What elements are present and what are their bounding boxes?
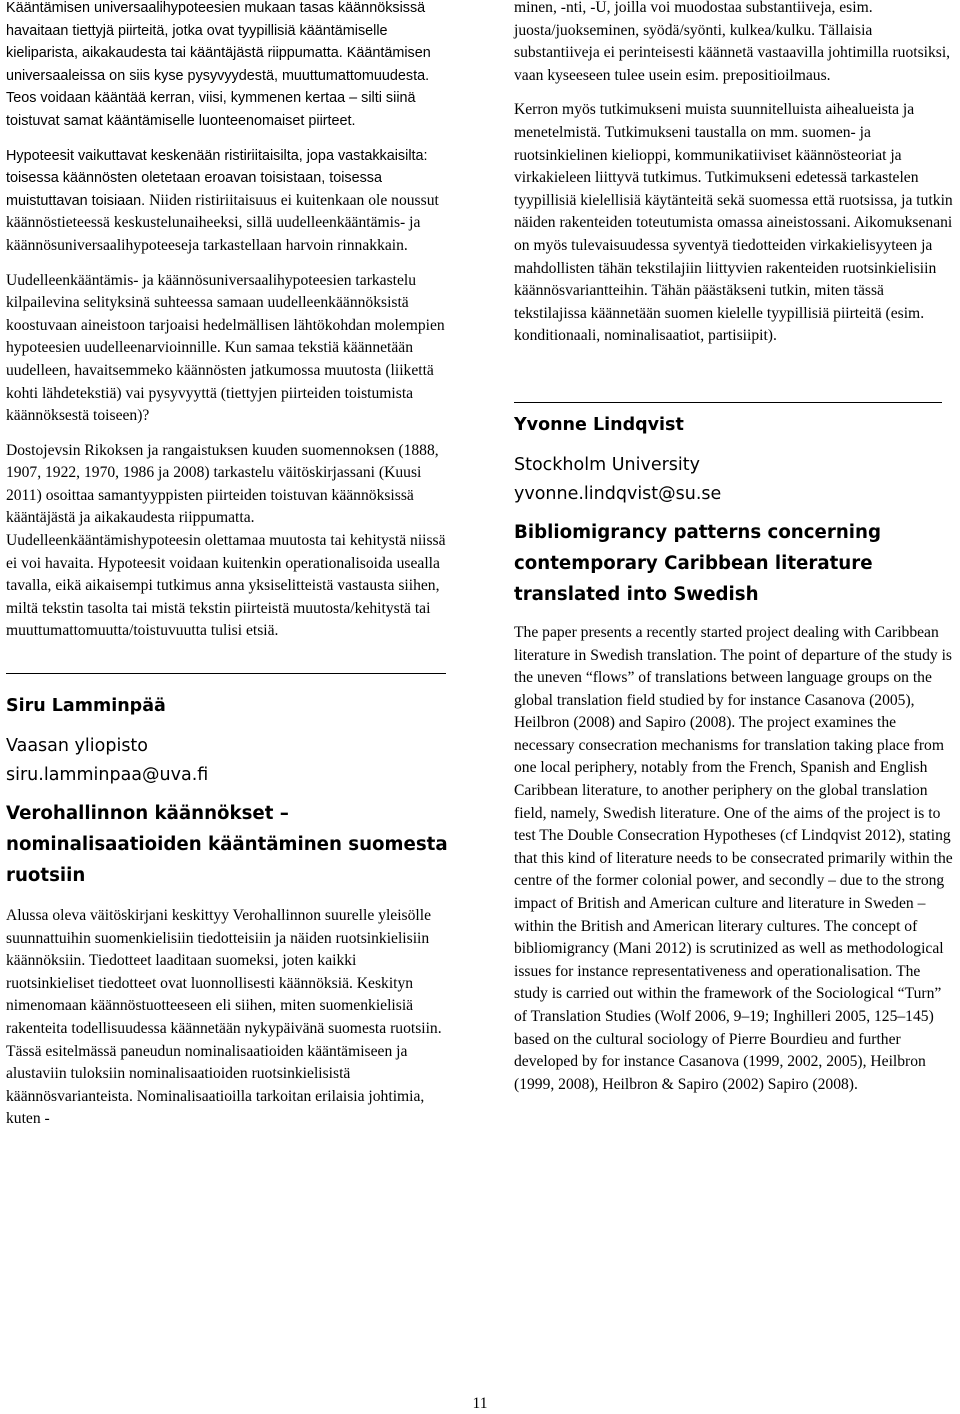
left-paragraph-retranslation: Uudelleenkääntämis- ja käännösuniversaalihypoteesien tarkastelu kilpailevina selityksinä suhteessa samaan uudelleenkäännöksistä koostuvaan aineistoon tarjoaisi hedelmällisen lähtökohdan molempien hypoteesien uudelleenarvioinnille. Kun samaa tekstiä käännetään uudelleen, havaitsemmeko käännösten jatkumossa muutosta (liikettä kohti lähdetekstiä) vai pysyvyyttä (tiettyjen piirteiden toistumista käännöksestä toiseen)? xyxy=(6,271,445,425)
left-paragraph-universals-text: Kääntämisen universaalihypoteesien mukaan tasas käännöksissä havaitaan tiettyjä piirteitä, jotka ovat tyypillisiä kääntämiselle kieliparista, aikakaudesta tai kääntäjästä riippumatta. Kääntämisen universaaleissa on siis kyse pysyvyydestä, muuttumattomuudesta. Teos voidaan kääntää kerran, viisi, kymmenen kertaa – silti siinä toistuvat samat kääntämiselle luonteenomaiset piirteet. xyxy=(6,0,431,129)
paper-title: Bibliomigrancy patterns concerning contemporary Caribbean literature translated into Swedish xyxy=(514,521,881,605)
section-divider-left xyxy=(6,673,446,674)
author-affiliation: Vaasan yliopisto xyxy=(6,736,148,757)
author-affiliation: Stockholm University xyxy=(514,454,700,475)
right-paragraph-research-plans: Kerron myös tutkimukseni muista suunnitelluista aihealueista ja menetelmistä. Tutkimukseni taustalla on mm. suomen- ja ruotsinkielinen kielioppi, kommunikatiiviset käännösteoriat ja virkakieleen liittyvä tutkimus. Tutkimukseni edetessä tarkastelen tyypillisiä kielellisiä käytänteitä sekä suomessa että ruotsissa, ja tutkin näiden rakenteiden toteutumista omassa aineistossani. Aikomuksenani on myös tulevaisuudessa syventyä tiedotteiden virkakielisyyteen ja mahdollisten tähän tekstilajiin liittyvien rakenteiden ruotsinkielisiin käännösvariantteihin. Tähän päästäkseni tutkin, miten tässä tekstilajissa käännetään suomen kielelle tyypillisiä piirteitä (esim. konditionaali, nominalisaatiot, partisiipit). xyxy=(514,101,953,345)
right-paragraph-derivations: minen, -nti, -U, joilla voi muodostaa substantiiveja, esim. juosta/juokseminen, syödä/syönti, kulkea/kulku. Tällaisia substantiiveja ei perinteisesti käännetä vastaavilla johtimilla ruotsiksi, vaan kyseeseen tulee usein esim. prepositioilmaus. xyxy=(514,0,951,84)
author-email: siru.lamminpaa@uva.fi xyxy=(6,765,209,786)
left-paragraph-tax-administration: Alussa oleva väitöskirjani keskittyy Verohallinnon suurelle yleisölle suunnattuihin suomenkielisiin tiedotteisiin ja näiden ruotsinkielisiin käännöksiin. Tiedotteet laaditaan suomeksi, joten kaikki ruotsinkieliset tiedotteet ovat luonnollisesti käännöksiä. Keskityn nimenomaan käännöstuotteeseen eli siihen, miten suomenkielisiä rakenteita todellisuudessa käännetään nykypäivänä suomesta ruotsiin. Tässä esitelmässä paneudun nominalisaatioiden kääntämiseen ja alustaviin tuloksiin nominalisaatioiden ruotsinkielisistä käännösvarianteista. Nominalisaatioilla tarkoitan erilaisia johtimia, kuten - xyxy=(6,907,442,1128)
left-paragraph-dostoevsky: Dostojevsin Rikoksen ja rangaistuksen kuuden suomennoksen (1888, 1907, 1922, 1970, 1986 ja 2008) tarkastelu väitöskirjassani (Kuusi 2011) osoittaa samantyyppisten piirteiden toistuvan käännöksissä kääntäjästä ja aikakaudesta riippumatta. Uudelleenkääntämishypoteesin olettamaa muutosta tai kehitystä niissä ei voi havaita. Hypoteesit voidaan kuitenkin operationalisoida usealla tavalla, eikä aikaisempi tutkimus anna yksiselitteistä vastausta siihen, miltä tekstin tasolta tai mistä tekstin piirteistä muutosta/kehitystä tai muuttumattomuutta/toistuvuutta tulisi etsiä. xyxy=(6,441,446,640)
page-number: 11 xyxy=(472,1395,488,1412)
author-block-lindqvist xyxy=(514,413,956,610)
left-column xyxy=(6,0,448,1131)
left-paragraph-universals xyxy=(6,0,448,133)
author-email: yvonne.lindqvist@su.se xyxy=(514,483,722,504)
author-name: Yvonne Lindqvist xyxy=(514,414,684,435)
left-paragraph-hypotheses-serif: Niiden ristiriitaisuus ei kuitenkaan ole noussut käännöstieteessä keskustelunaiheeksi, sillä uudelleenkääntämis- ja käännösuniversaalihypoteeseja tarkastellaan harvoin rinnakkain. xyxy=(6,191,439,254)
paper-title: Verohallinnon käännökset – nominalisaatioiden kääntäminen suomesta ruotsiin xyxy=(6,803,448,887)
author-name: Siru Lamminpää xyxy=(6,696,166,717)
left-paragraph-hypotheses xyxy=(6,145,448,258)
right-column xyxy=(514,0,956,1096)
section-divider-right xyxy=(514,402,942,403)
right-paragraph-bibliomigrancy: The paper presents a recently started project dealing with Caribbean literature in Swedish translation. The point of departure of the study is the uneven “flows” of translations between language groups on the global translation field studied by for instance Casanova (2005), Heilbron (2008) and Sapiro (2008). The project examines the necessary consecration mechanisms for translation taking place from one local periphery, notably from the French, Spanish and English Caribbean literature, to another periphery on the global translation field, namely, Swedish literature. One of the aims of the project is to test The Double Consecration Hypotheses (cf Lindqvist 2012), stating that this kind of literature needs to be consecrated primarily within the centre of the former colonial power, and secondly – due to the strong impact of British and American culture and literature in Sweden – within the British and American literary cultures. The concept of bibliomigrancy (Mani 2012) is scrutinized as well as methodological issues for instance representativeness and operationalisation. The study is carried out within the framework of the Sociological “Turn” of Translation Studies (Wolf 2006, 9–19; Inghilleri 2005, 125–145) based on the cultural sociology of Pierre Bourdieu and further developed by for instance Casanova (1999, 2002, 2005), Heilbron (1999, 2008), Heilbron & Sapiro (2002) Sapiro (2008). xyxy=(514,623,953,1093)
author-block-lamminpaa xyxy=(6,694,448,891)
left-paragraph-hypotheses-sans: Hypoteesit vaikuttavat keskenään ristiriitaisilta, jopa vastakkaisilta: toisessa käännösten oletetaan eroavan toisistaan, toisessa muistuttavan toisiaan. xyxy=(6,147,428,209)
